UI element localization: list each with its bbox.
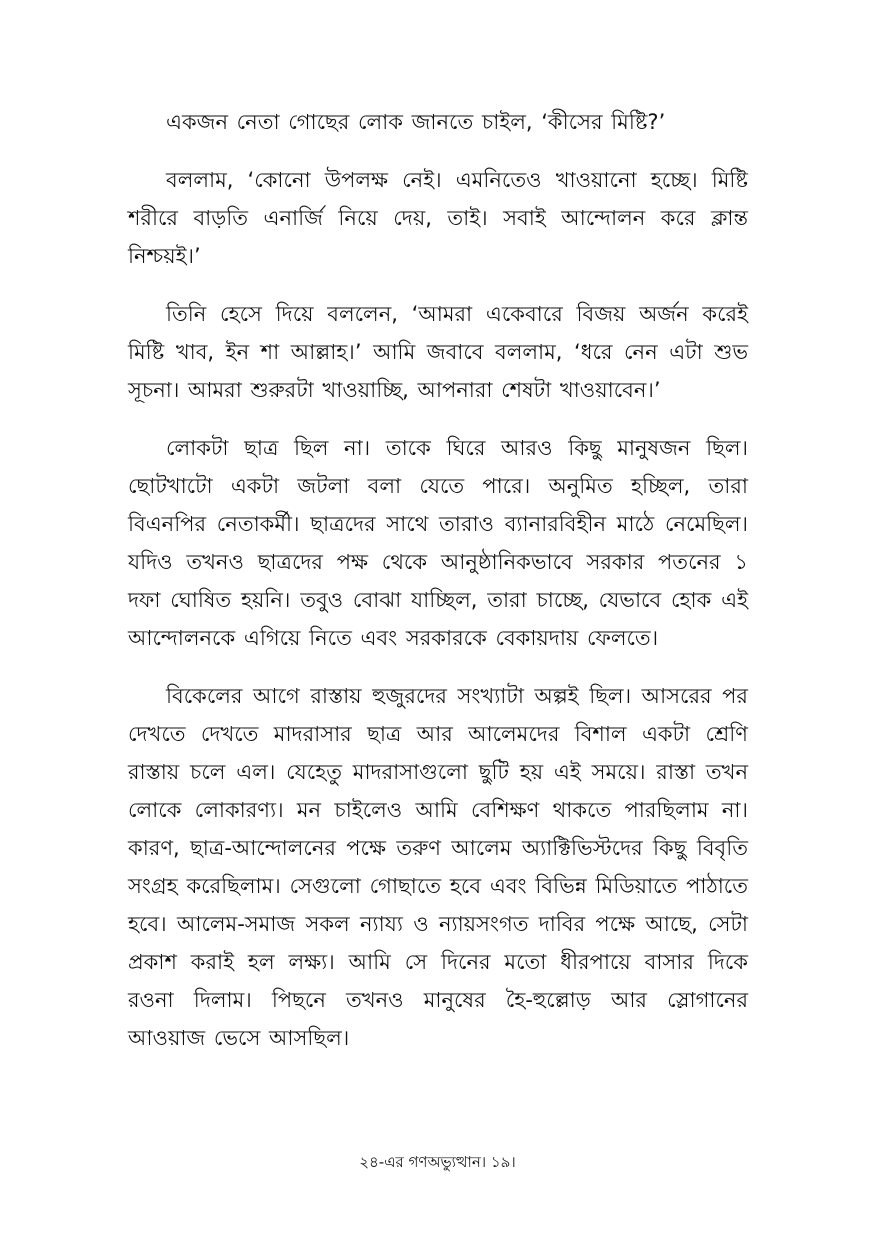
paragraph-1: একজন নেতা গোছের লোক জানতে চাইল, ‘কীসের মিষ্টি?’ <box>166 110 666 134</box>
paragraph-4: লোকটা ছাত্র ছিল না। তাকে ঘিরে আরও কিছু মানুষজন ছিল। ছোটখাটো একটা জটলা বলা যেতে পারে। অনুমিত হচ্ছিল, তারা বিএনপির নেতাকর্মী। ছাত্রদের সাথে তারাও ব্যানারবিহীন মাঠে নেমেছিল। যদিও তখনও ছাত্রদের পক্ষ থেকে আনুষ্ঠানিকভাবে সরকার পতনের ১ দফা ঘোষিত হয়নি। তবুও বোঝা যাচ্ছিল, তারা চাচ্ছে, যেভাবে হোক এই আন্দোলনকে এগিয়ে নিতে এবং সরকারকে বেকায়দায় ফেলতে। <box>128 436 748 650</box>
paragraph-2: বললাম, ‘কোনো উপলক্ষ নেই। এমনিতেও খাওয়ানো হচ্ছে। মিষ্টি শরীরে বাড়তি এনার্জি নিয়ে দেয়, তাই। সবাই আন্দোলন করে ক্লান্ত নিশ্চয়ই।’ <box>128 168 748 268</box>
paragraph-5: বিকেলের আগে রাস্তায় হুজুরদের সংখ্যাটা অল্পই ছিল। আসরের পর দেখতে দেখতে মাদরাসার ছাত্র আর আলেমদের বিশাল একটা শ্রেণি রাস্তায় চলে এল। যেহেতু মাদরাসাগুলো ছুটি হয় এই সময়ে। রাস্তা তখন লোকে লোকারণ্য। মন চাইলেও আমি বেশিক্ষণ থাকতে পারছিলাম না। কারণ, ছাত্র-আন্দোলনের পক্ষে তরুণ আলেম অ্যাক্টিভিস্টদের কিছু বিবৃতি সংগ্রহ করেছিলাম। সেগুলো গোছাতে হবে এবং বিভিন্ন মিডিয়াতে পাঠাতে হবে। আলেম-সমাজ সকল ন্যায্য ও ন্যায়সংগত দাবির পক্ষে আছে, সেটা প্রকাশ করাই হল লক্ষ্য। আমি সে দিনের মতো ধীরপায়ে বাসার দিকে রওনা দিলাম। পিছনে তখনও মানুষের হৈ-হুল্লোড় আর স্লোগানের আওয়াজ ভেসে আসছিল। <box>128 684 748 1050</box>
paragraph-3: তিনি হেসে দিয়ে বললেন, ‘আমরা একেবারে বিজয় অর্জন করেই মিষ্টি খাব, ইন শা আল্লাহ।’ আমি জবাবে বললাম, ‘ধরে নেন এটা শুভ সূচনা। আমরা শুরুরটা খাওয়াচ্ছি, আপনারা শেষটা খাওয়াবেন।’ <box>128 302 748 402</box>
page-footer: ২৪-এর গণঅভ্যুত্থান। ১৯। <box>359 1153 516 1171</box>
body-text <box>128 103 748 1077</box>
